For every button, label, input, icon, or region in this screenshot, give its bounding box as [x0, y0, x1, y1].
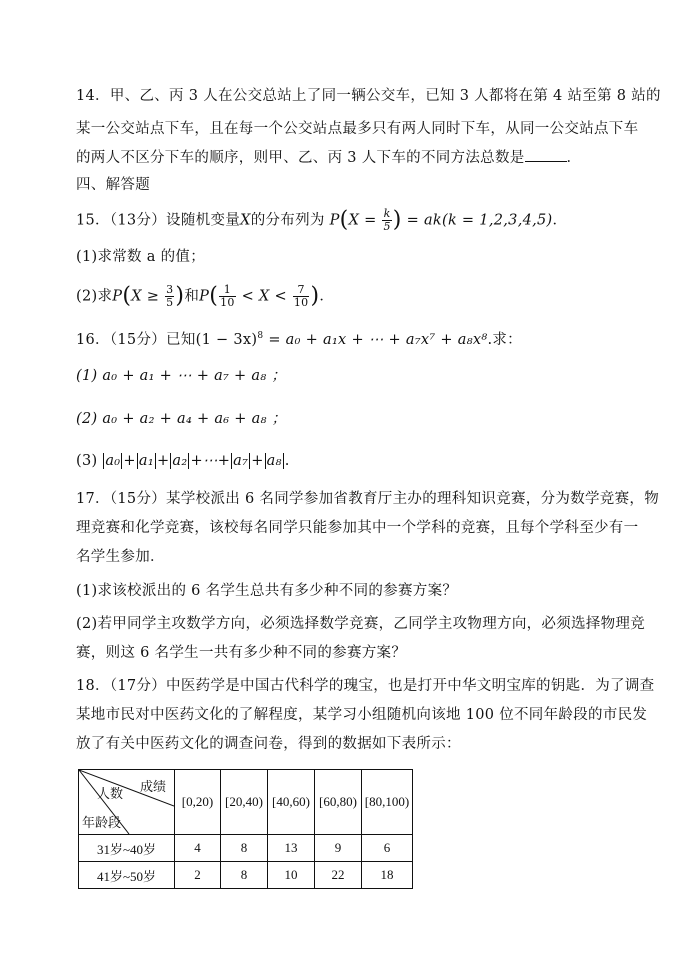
table-cell: 13: [268, 835, 315, 862]
answer-blank[interactable]: [525, 147, 567, 162]
q18-line-3: 放了有关中医药文化的调查问卷，得到的数据如下表所示：: [76, 736, 461, 752]
q15-stem: 15．（13分）设随机变量X的分布列为 P(X = $\frac{k}{5}$ ) = ak(k = 1,2,3,4,5)．: [76, 207, 568, 233]
table-row: [79, 835, 413, 862]
column-header: [60,80): [315, 770, 362, 835]
frac-k-5: $\frac{k}{5}$: [383, 207, 391, 233]
q16-stem: 16．（15分）已知$(1 - 3x)^8 = a_0 + a_1x$ + ⋯ + a₇x⁷ + a₈x⁸.求：: [76, 331, 522, 348]
table-cell: 10: [268, 862, 315, 889]
table-cell: 2: [175, 862, 221, 889]
q17-line-1: 17．（15分）某学校派出 6 名同学参加省教育厅主办的理科知识竞赛，分为数学竞赛，物: [76, 491, 659, 507]
q18-line-2: 某地市民对中医药文化的了解程度，某学习小组随机向该地 100 位不同年龄段的市民发: [76, 707, 648, 723]
q14-line-3: 的两人不区分下车的顺序，则甲、乙、丙 3 人下车的不同方法总数是 ．: [76, 147, 581, 168]
q15-part-1: (1)求常数 a 的值；: [76, 249, 206, 265]
q17-line-2: 理竞赛和化学竞赛，该校每名同学只能参加其中一个学科的竞赛，且每个学科至少有一: [76, 520, 639, 536]
table-corner-cell: [79, 770, 175, 835]
q14-line-1: 14．甲、乙、丙 3 人在公交总站上了同一辆公交车，已知 3 人都将在第 4 站至第 8 站的: [76, 88, 661, 104]
row-label: 31岁~40岁: [79, 835, 175, 862]
column-header: [80,100): [362, 770, 413, 835]
q14-line-2: 某一公交站点下车，且在每一个公交站点最多只有两人同时下车，从同一公交站点下车: [76, 121, 639, 137]
section-heading: 四、解答题: [76, 177, 150, 193]
q15-part-2: (2)求P(X ≥ $\frac{3}{5}$ )和P( $\frac{1}{10}$ < X < $\frac{7}{10}$ )．: [76, 283, 335, 309]
table-cell: 18: [362, 862, 413, 889]
column-header: [40,60): [268, 770, 315, 835]
corner-label-age: 年龄段: [82, 815, 122, 830]
column-header: [0,20): [175, 770, 221, 835]
q17-part-2-line-1: (2)若甲同学主攻数学方向，必须选择数学竞赛，乙同学主攻物理方向，必须选择物理竞: [76, 616, 646, 632]
table-row: [79, 862, 413, 889]
frac-7-10: $\frac{7}{10}$: [293, 283, 309, 309]
q18-line-1: 18．（17分）中医药学是中国古代科学的瑰宝，也是打开中华文明宝库的钥匙．为了调查: [76, 678, 655, 694]
q16-part-2: (2) a₀ + a₂ + a₄ + a₆ + a₈ ；: [76, 411, 287, 427]
survey-table: [78, 769, 413, 889]
table-cell: 8: [221, 835, 268, 862]
table-cell: 9: [315, 835, 362, 862]
q17-part-1: (1)求该校派出的 6 名学生总共有多少种不同的参赛方案？: [76, 583, 458, 599]
q16-part-3: (3) a₀ + a₁ + a₂ +⋯+ a₇ + a₈ .: [76, 453, 290, 469]
q16-part-1: (1) a₀ + a₁ + ⋯ + a₇ + a₈ ；: [76, 368, 287, 384]
corner-label-score: 成绩: [139, 779, 166, 794]
table-cell: 22: [315, 862, 362, 889]
q17-line-3: 名学生参加．: [76, 549, 165, 565]
table-cell: 4: [175, 835, 221, 862]
frac-3-5: $\frac{3}{5}$: [166, 283, 174, 309]
column-header: [20,40): [221, 770, 268, 835]
corner-label-count: 人数: [97, 786, 124, 801]
table-cell: 6: [362, 835, 413, 862]
row-label: 41岁~50岁: [79, 862, 175, 889]
table-cell: 8: [221, 862, 268, 889]
var-x: X: [240, 212, 251, 229]
frac-1-10: $\frac{1}{10}$: [220, 283, 235, 309]
table-header-row: [79, 770, 413, 835]
q17-part-2-line-2: 赛，则这 6 名学生一共有多少种不同的参赛方案？: [76, 645, 407, 661]
